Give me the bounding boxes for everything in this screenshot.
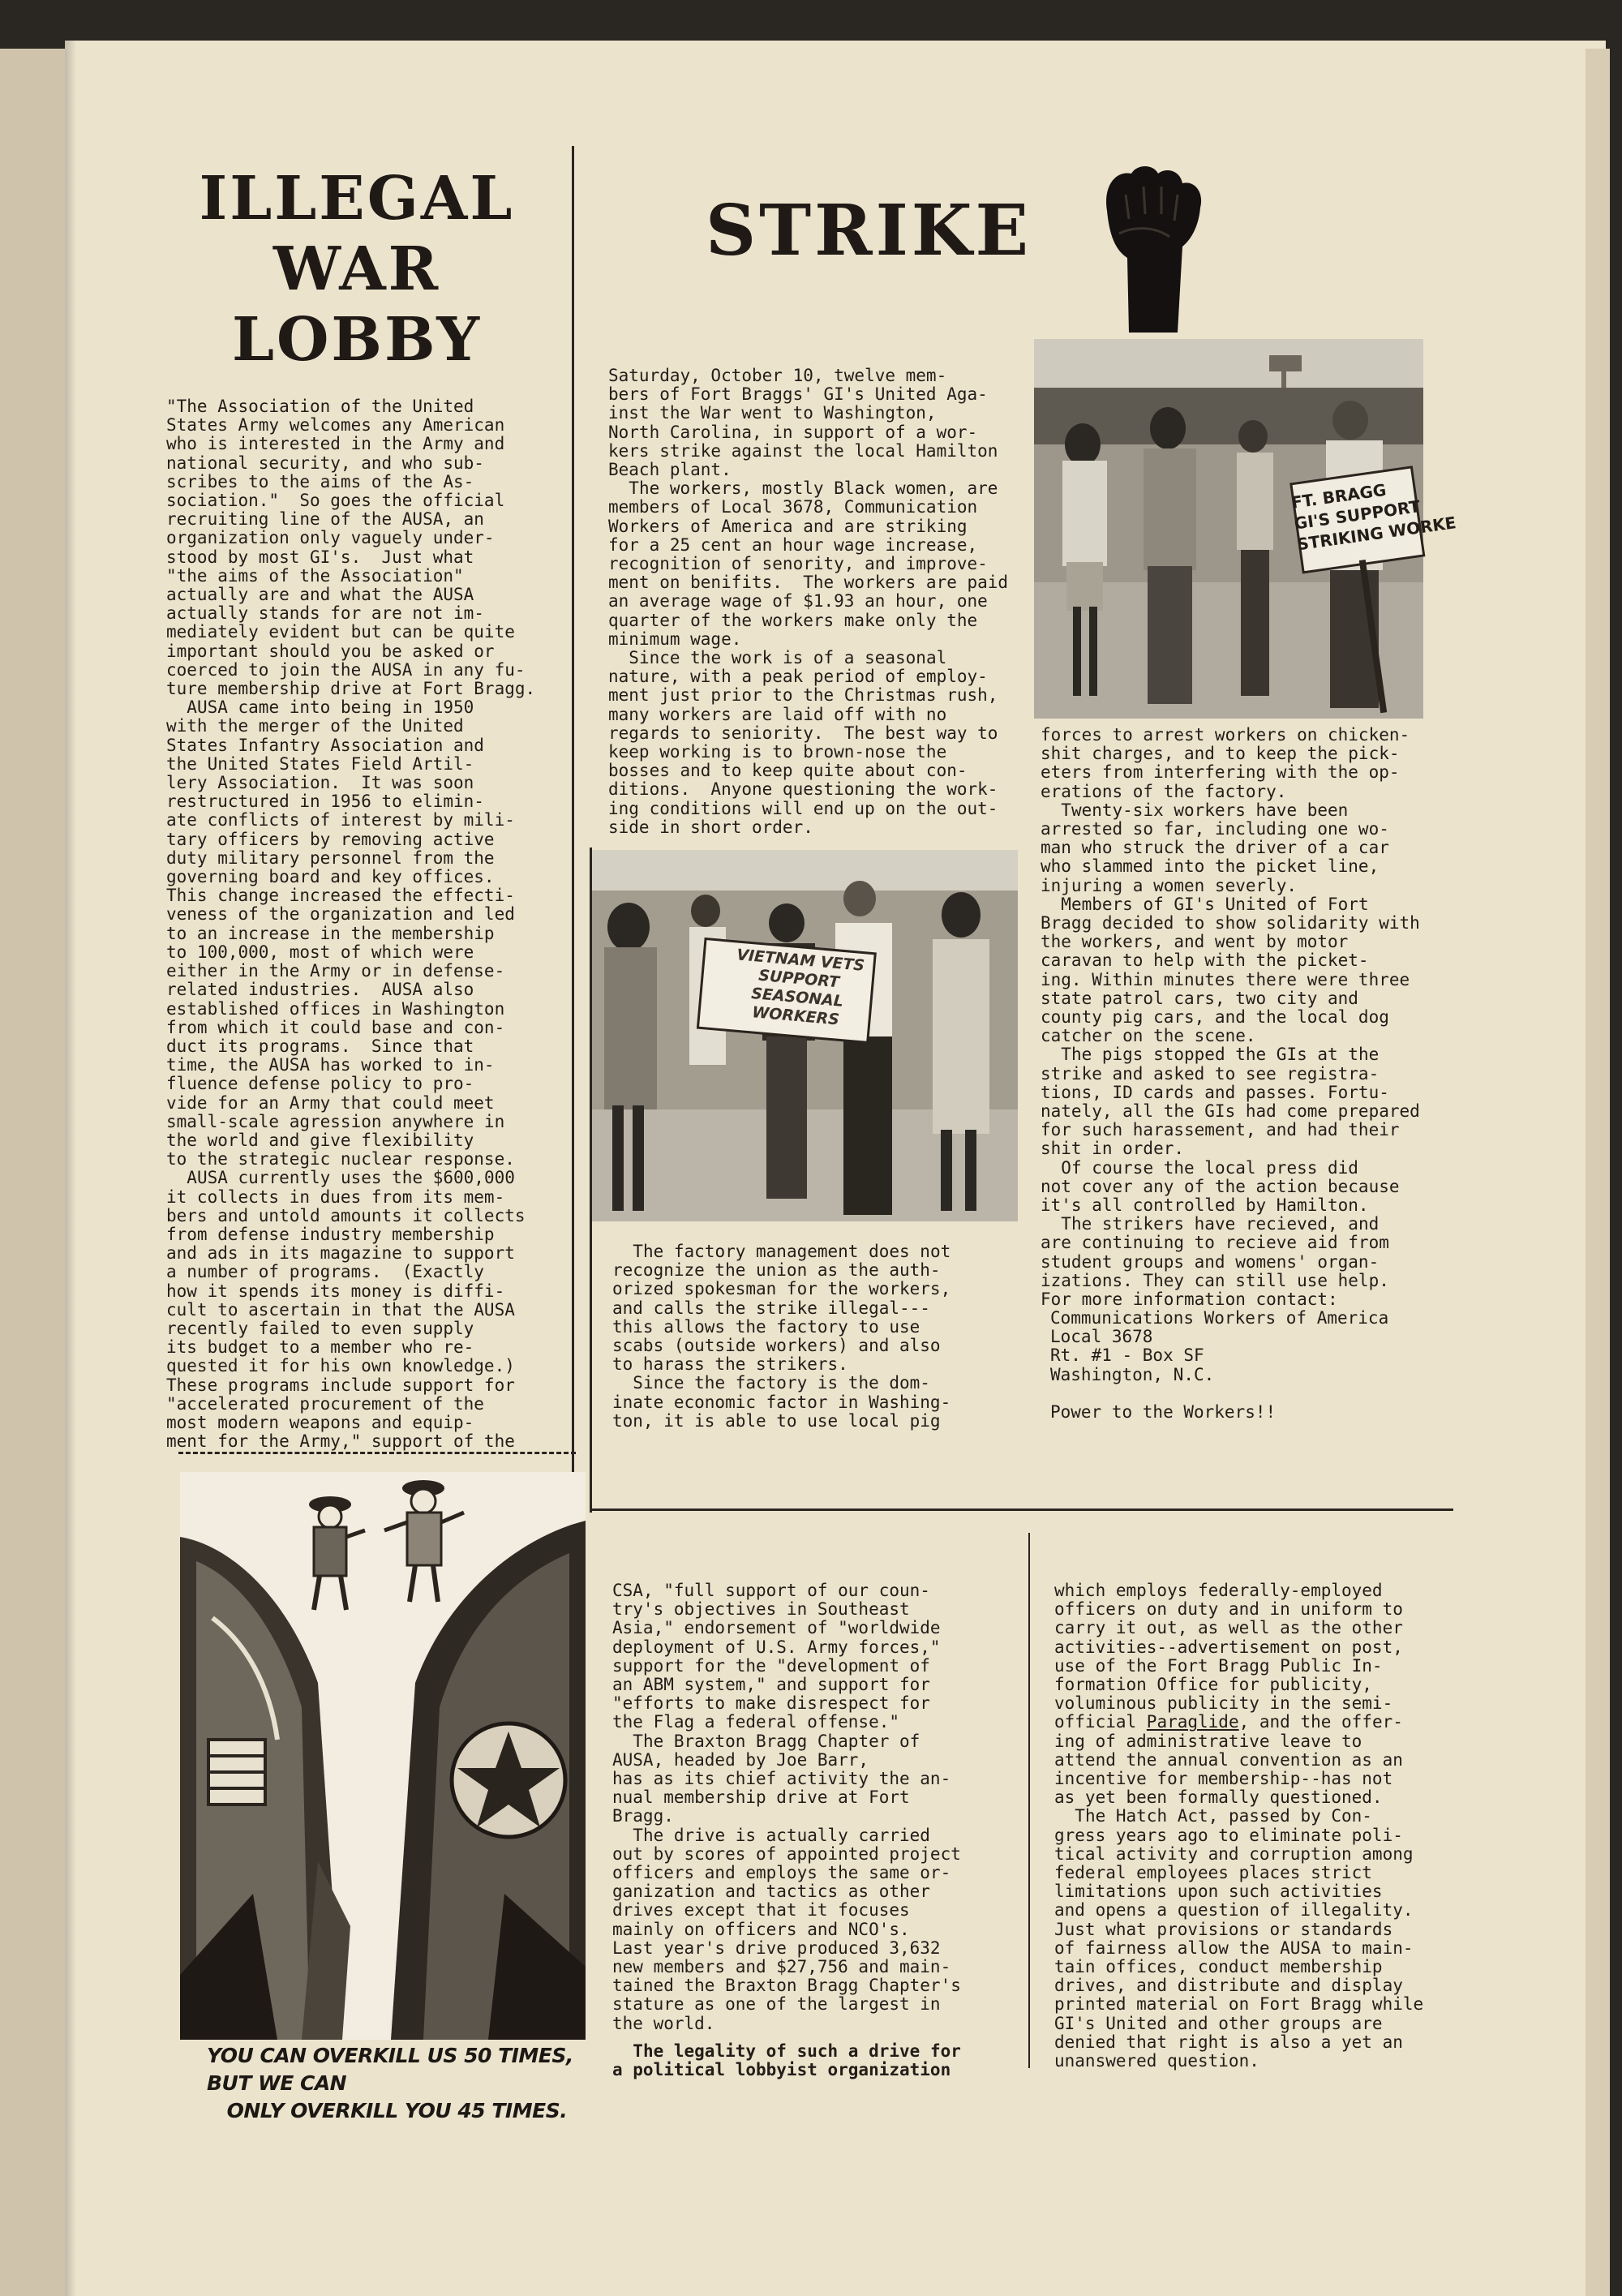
continuation-col-b-part2: , and the offer- ing of administrative leave to attend the annual convention as an incentive for membership--has not as yet been formally questioned. The Hatch Act, passed by Con- gress years ago to eliminate poli- tical activity and corruption among federal employees places strict limitations upon such activities and opens a question of illegality. Just what provisions or standards of fairness allow the AUSA to main- tain offices, conduct membership drives, and distribute and display printed material on Fort Bragg while GI's United and other groups are denied that right is also a yet an unanswered question.	[1054, 1712, 1424, 2071]
strike-contact-info: Communications Workers of America Local 3678 Rt. #1 - Box SF Washington, N.C. Power to the Workers!!	[1050, 1308, 1389, 1423]
next-page-edge	[1586, 49, 1610, 2296]
picket-sign-text-2: VIETNAM VETS SUPPORT SEASONAL WORKERS	[736, 946, 865, 1029]
continuation-col-a-bold: The legality of such a drive for a political lobbyist organization	[612, 2041, 961, 2080]
strike-headline: STRIKE	[706, 190, 1032, 272]
strike-box-left-rule	[590, 848, 592, 1513]
headline-war: WAR	[272, 234, 441, 304]
continuation-col-b-part1: which employs federally-employed officers on duty and in uniform to carry it out, as well as the other activities--advertisement on post, use of the Fort Bragg Public In- formation Office for publicity, voluminous publicity in the semi- official	[1054, 1581, 1403, 1732]
continuation-divider	[1028, 1533, 1030, 2068]
left-column-rule	[572, 146, 574, 1517]
headline-lobby: LOBBY	[231, 305, 483, 375]
strike-photo-vets-support	[592, 850, 1018, 1221]
continuation-col-a: CSA, "full support of our coun- try's objectives in Southeast Asia," endorsement of "worldwide deployment of U.S. Army forces," support for the "development of an ABM system," and support for "efforts to make disrespect for the Flag a federal offense." The Braxton Bragg Chapter of AUSA, headed by Joe Barr, has as its chief activity the an- nual membership drive at Fort Bragg. The drive is actually carried out by scores of appointed project officers and employs the same or- ganization and tactics as other drives except that it focuses mainly on officers and NCO's. Last year's drive produced 3,632 new members and $27,756 and main- tained the Braxton Bragg Chapter's stature as one of the largest in the world.	[612, 1581, 961, 2033]
continuation-col-b	[1054, 1581, 1492, 2071]
picket-sign-text-1: FT. BRAGG GI'S SUPPORT STRIKING WORKE	[1289, 479, 1457, 555]
headline-illegal: ILLEGAL	[199, 164, 515, 234]
cartoon-top-divider	[178, 1452, 576, 1454]
strike-body-col1-lower: The factory management does not recognize the union as the auth- orized spokesman for the workers, and calls the strike illegal--- this allows the factory to use scabs (outside workers) and also to harass the strikers. Since the factory is the dom- inate economic factor in Washing- ton, it is able to use local pig	[612, 1242, 951, 1431]
strike-body-col2: forces to arrest workers on chicken- shit charges, and to keep the pick- eters from interfering with the op- erations of the factory. Twenty-six workers have been arrested so far, including one wo- man who struck the driver of a car who slammed into the picket line, injuring a women severly. Members of GI's United of Fort Bragg decided to show solidarity with the workers, and went by motor caravan to help with the picket- ing. Within minutes there were three state patrol cars, two city and county pig cars, and the local dog catcher on the scene. The pigs stopped the GIs at the strike and asked to see registra- tions, ID cards and passes. Fortu- nately, all the GIs had come prepared for such harassement, and had their shit in order. Of course the local press did not cover any of the action because it's all controlled by Hamilton. The strikers have recieved, and are continuing to recieve aid from student groups and womens' organ- izations. They can still use help. For more information contact:	[1041, 725, 1420, 1310]
illegal-war-lobby-body: "The Association of the United States Army welcomes any American who is interested in the Army and national security, and who sub- scribes to the aims of the As- sociation." So goes the official recruiting line of the AUSA, an organization only vaguely under- stood by most GI's. Just what "the aims of the Association" actually are and what the AUSA actually stands for are not im- mediately evident but can be quite important should you be asked or coerced to join the AUSA in any fu- ture membership drive at Fort Bragg. AUSA came into being in 1950 with the merger of the United States Infantry Association and the United States Field Artil- lery Association. It was soon restructured in 1956 to elimin- ate conflicts of interest by mili- tary officers by removing active duty military personnel from the governing board and key offices. This change increased the effecti- veness of the organization and led to an increase in the membership to 100,000, most of which were either in the Army or in defense- related industries. AUSA also established offices in Washington from which it could base and con- duct its programs. Since that time, the AUSA has worked to in- fluence defense policy to pro- vide for an Army that could meet small-scale agression anywhere in the world and give flexibility to the strategic nuclear response. AUSA currently uses the $600,000 it collects in dues from its mem- bers and untold amounts it collects from defense industry membership and ads in its magazine to support a number of programs. (Exactly how it spends its money is diffi- cult to ascertain in that the AUSA recently failed to even supply its budget to a member who re- quested it for his own knowledge.) These programs include support for "accelerated procurement of the most modern weapons and equip- ment for the Army," support of the	[166, 397, 536, 1452]
cartoon-caption: YOU CAN OVERKILL US 50 TIMES, BUT WE CAN ONLY OVERKILL YOU 45 TIMES.	[207, 2044, 573, 2122]
overkill-cartoon	[180, 1472, 586, 2040]
missiles-illustration	[180, 1472, 586, 2040]
strike-box-bottom-rule	[590, 1508, 1453, 1511]
paraglide-link: Paraglide	[1146, 1712, 1239, 1732]
page-fold-shadow	[65, 41, 76, 2296]
strike-body-col1: Saturday, October 10, twelve mem- bers of Fort Braggs' GI's United Aga- inst the War went to Washington, North Carolina, in support of a wor- kers strike against the local Hamilton Beach plant. The workers, mostly Black women, are members of Local 3678, Communication Workers of America and are striking for a 25 cent an hour wage increase, recognition of senority, and improve- ment on benifits. The workers are paid an average wage of $1.93 an hour, one quarter of the workers make only the minimum wage. Since the work is of a seasonal nature, with a peak period of employ- ment just prior to the Christmas rush, many workers are laid off with no regards to seniority. The best way to keep working is to brown-nose the bosses and to keep quite about con- ditions. Anyone questioning the work- ing conditions will end up on the out- side in short order.	[608, 366, 1009, 837]
raised-fist-icon	[1087, 162, 1208, 333]
strike-photo-picket-line	[1034, 339, 1457, 719]
previous-page-edge	[0, 49, 65, 2296]
